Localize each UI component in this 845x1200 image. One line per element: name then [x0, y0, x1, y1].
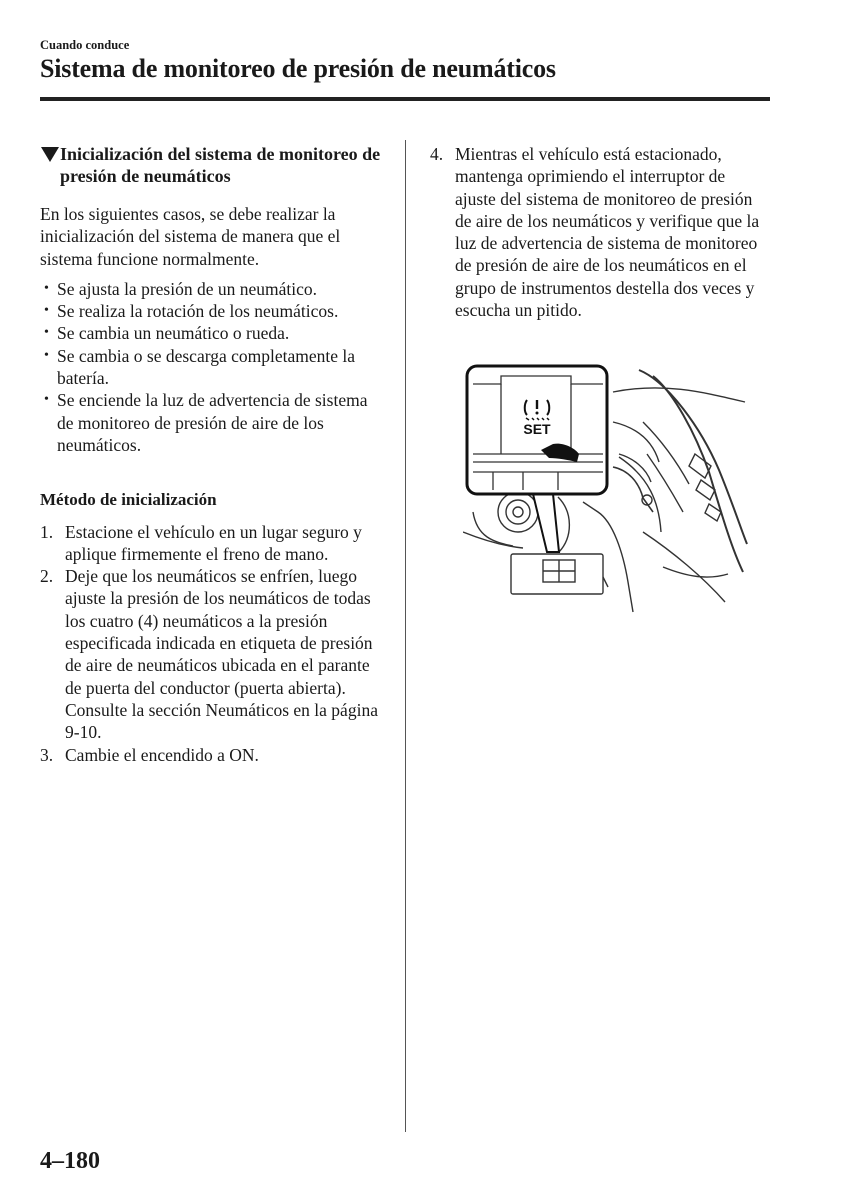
subheading	[40, 143, 385, 187]
step-number: 2.	[40, 566, 54, 587]
step-number: 1.	[40, 521, 54, 542]
step-item	[40, 744, 385, 766]
step-text: Mientras el vehículo está estacionado, mantenga oprimiendo el interruptor de ajuste del sistema de monitoreo de presión de aire de los neumáticos y verifique que la luz de advertencia de sistema de monitoreo de presión de aire de los neumáticos en el grupo de instrumentos destella dos veces y escucha un pitido.	[455, 144, 760, 321]
method-heading: Método de inicialización	[40, 490, 217, 510]
list-item: • Se enciende la luz de advertencia de sistema de monitoreo de presión de aire de los neumáticos.	[40, 389, 385, 456]
set-label: SET	[523, 421, 551, 437]
title-rule	[40, 97, 770, 101]
step-item	[40, 565, 385, 743]
subheading-text: Inicialización del sistema de monitoreo de presión de neumáticos	[60, 144, 381, 186]
right-column	[430, 143, 770, 321]
step-text: Cambie el encendido a ON.	[65, 744, 259, 765]
steps-list	[40, 521, 385, 766]
list-item: • Se ajusta la presión de un neumático.	[40, 278, 385, 300]
list-item: • Se cambia o se descarga completamente la batería.	[40, 345, 385, 390]
left-column	[40, 143, 385, 766]
step-item	[40, 521, 385, 566]
step-text: Deje que los neumáticos se enfríen, luego ajuste la presión de los neumáticos de todas los cuatro (4) neumáticos a la presión especificada indicada en etiqueta de presión de aire de neumáticos ubicada en el parante de puerta del conductor (puerta abierta). Consulte la sección Neumáticos en la página 9-10.	[65, 566, 378, 743]
condition-list	[40, 278, 385, 456]
list-item: • Se realiza la rotación de los neumáticos.	[40, 300, 385, 322]
step-text: Estacione el vehículo en un lugar seguro y aplique firmemente el freno de mano.	[65, 521, 362, 564]
step-number: 3.	[40, 744, 54, 765]
dashboard-drawing	[463, 362, 748, 617]
tpms-switch-illustration	[463, 362, 748, 617]
section-label: Cuando conduce	[40, 38, 130, 52]
page-title: Sistema de monitoreo de presión de neumáticos	[40, 54, 556, 83]
page-number: 4–180	[40, 1148, 100, 1174]
steps-list-continued	[430, 143, 770, 321]
intro-paragraph: En los siguientes casos, se debe realizar la inicialización del sistema de manera que el sistema funcione normalmente.	[40, 204, 341, 269]
step-item	[430, 143, 770, 321]
list-item: • Se cambia un neumático o rueda.	[40, 322, 385, 344]
step-number: 4.	[430, 144, 444, 164]
triangle-marker-icon	[40, 143, 60, 187]
column-divider	[405, 140, 406, 1132]
